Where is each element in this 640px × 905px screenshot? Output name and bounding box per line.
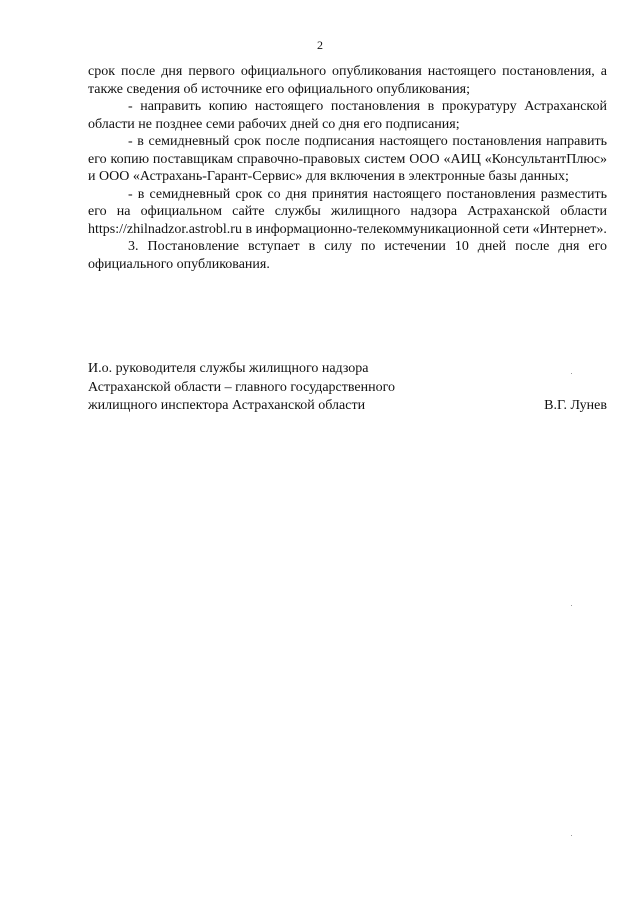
- signature-block: [88, 360, 607, 416]
- signatory-position-line: Астраханской области – главного государственного: [88, 379, 396, 395]
- signatory-position-line: жилищного инспектора Астраханской области: [88, 398, 366, 413]
- document-body: [88, 63, 607, 273]
- paragraph-prosecutor-copy: - направить копию настоящего постановления в прокуратуру Астраханской области не позднее семи рабочих дней со дня его подписания;: [88, 99, 607, 132]
- paragraph-entry-into-force: 3. Постановление вступает в силу по истечении 10 дней после дня его официального опубликования.: [88, 239, 607, 272]
- scan-speck: [571, 605, 572, 606]
- paragraph-website-publication: - в семидневный срок со дня принятия настоящего постановления разместить его на официальном сайте службы жилищного надзора Астраханской области https://zhilnadzor.astrobl.ru в информационно-телекоммуникационной сети «Интернет».: [88, 186, 607, 237]
- scan-speck: [571, 373, 572, 374]
- signatory-position-line: И.о. руководителя службы жилищного надзора: [88, 361, 369, 376]
- signatory-name: В.Г. Лунев: [544, 398, 607, 413]
- signatory-position: [88, 360, 428, 416]
- paragraph-publication-term: срок после дня первого официального опубликования настоящего постановления, а также сведения об источнике его официального опубликования;: [88, 64, 607, 97]
- paragraph-legal-systems: - в семидневный срок после подписания настоящего постановления направить его копию поставщикам справочно-правовых систем ООО «АИЦ «КонсультантПлюс» и ООО «Астрахань-Гарант-Сервис» для включения в электронные базы данных;: [88, 134, 607, 184]
- page-number: 2: [317, 38, 323, 52]
- scan-speck: [571, 835, 572, 836]
